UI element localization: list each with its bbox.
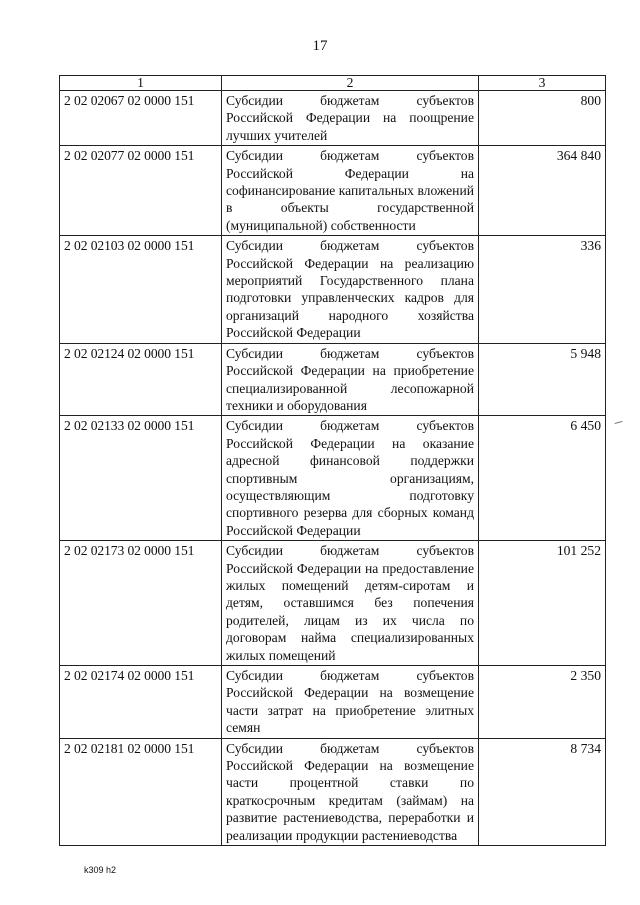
subsidy-description: Субсидии бюджетам субъектов Российской Федерации на приобретение специализированной лесопожарной техники и оборудования [222,343,479,416]
table-row [60,236,606,343]
budget-code: 2 02 02067 02 0000 151 [60,91,222,146]
margin-mark [613,417,622,424]
page-number: 17 [312,38,328,54]
subsidy-amount: 800 [479,91,606,146]
subsidy-amount: 2 350 [479,666,606,739]
table-row [60,738,606,845]
subsidy-description: Субсидии бюджетам субъектов Российской Федерации на поощрение лучших учителей [222,91,479,146]
budget-code: 2 02 02077 02 0000 151 [60,146,222,236]
budget-code: 2 02 02173 02 0000 151 [60,541,222,666]
subsidy-amount: 364 840 [479,146,606,236]
column-header-1: 1 [60,76,222,91]
budget-code: 2 02 02124 02 0000 151 [60,343,222,416]
column-header-2: 2 [222,76,479,91]
header-row [60,76,606,91]
budget-code: 2 02 02181 02 0000 151 [60,738,222,845]
subsidy-amount: 6 450 [479,416,606,541]
subsidy-description: Субсидии бюджетам субъектов Российской Федерации на реализацию мероприятий Государственного плана подготовки управленческих кадров для организаций народного хозяйства Российской Федерации [222,236,479,343]
budget-table [59,75,606,846]
footer-code: k309 h2 [84,865,117,875]
subsidy-amount: 101 252 [479,541,606,666]
table-row [60,416,606,541]
table-row [60,91,606,146]
budget-code: 2 02 02103 02 0000 151 [60,236,222,343]
table-row [60,666,606,739]
table-row [60,541,606,666]
subsidy-description: Субсидии бюджетам субъектов Российской Федерации на предоставление жилых помещений детям-сиротам и детям, оставшимся без попечения родителей, лицам из их числа по договорам найма специализированных жилых помещений [222,541,479,666]
subsidy-description: Субсидии бюджетам субъектов Российской Федерации на софинансирование капитальных вложений в объекты государственной (муниципальной) собственности [222,146,479,236]
subsidy-description: Субсидии бюджетам субъектов Российской Федерации на возмещение части процентной ставки по краткосрочным кредитам (займам) на развитие растениеводства, переработки и реализации продукции растениеводства [222,738,479,845]
subsidy-description: Субсидии бюджетам субъектов Российской Федерации на возмещение части затрат на приобретение элитных семян [222,666,479,739]
table-row [60,343,606,416]
budget-code: 2 02 02133 02 0000 151 [60,416,222,541]
subsidy-amount: 336 [479,236,606,343]
subsidy-amount: 5 948 [479,343,606,416]
subsidy-amount: 8 734 [479,738,606,845]
table-row [60,146,606,236]
budget-code: 2 02 02174 02 0000 151 [60,666,222,739]
column-header-3: 3 [479,76,606,91]
subsidy-description: Субсидии бюджетам субъектов Российской Федерации на оказание адресной финансовой поддержки спортивным организациям, осуществляющим подготовку спортивного резерва для сборных команд Российской Федерации [222,416,479,541]
